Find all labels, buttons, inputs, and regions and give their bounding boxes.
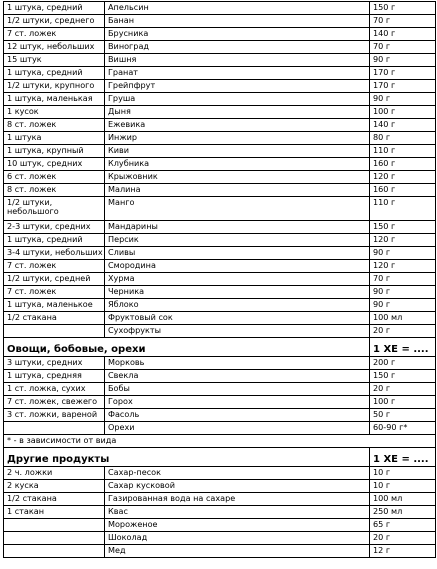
section-header-row — [4, 448, 436, 467]
weight-cell: 110 г — [370, 197, 436, 221]
product-cell: Мед — [105, 545, 370, 558]
product-cell: Яблоко — [105, 299, 370, 312]
product-cell: Апельсин — [105, 2, 370, 15]
portion-cell: 1 штука, средний — [4, 2, 105, 15]
table-row — [4, 383, 436, 396]
table-row — [4, 221, 436, 234]
section-xe-label: 1 ХЕ = .... — [370, 338, 436, 357]
product-cell: Фруктовый сок — [105, 312, 370, 325]
portion-cell: 3 ст. ложки, вареной — [4, 409, 105, 422]
portion-cell: 8 ст. ложек — [4, 184, 105, 197]
table-row — [4, 519, 436, 532]
weight-cell: 70 г — [370, 15, 436, 28]
portion-cell: 1 штука, крупный — [4, 145, 105, 158]
portion-cell: 12 штук, небольших — [4, 41, 105, 54]
section-title: Другие продукты — [4, 448, 370, 467]
table-row — [4, 357, 436, 370]
product-cell: Смородина — [105, 260, 370, 273]
table-row — [4, 119, 436, 132]
product-cell: Грейпфрут — [105, 80, 370, 93]
table-row — [4, 132, 436, 145]
product-cell: Манго — [105, 197, 370, 221]
portion-cell: 7 ст. ложек — [4, 260, 105, 273]
portion-cell: 7 ст. ложек, свежего — [4, 396, 105, 409]
weight-cell: 170 г — [370, 67, 436, 80]
product-cell: Сахар кусковой — [105, 480, 370, 493]
product-cell: Брусника — [105, 28, 370, 41]
portion-cell: 1 ст. ложка, сухих — [4, 383, 105, 396]
vegetables-section — [4, 357, 436, 435]
portion-cell: 2-3 штуки, средних — [4, 221, 105, 234]
portion-cell: 1/2 стакана — [4, 312, 105, 325]
portion-cell: 1 стакан — [4, 506, 105, 519]
weight-cell: 150 г — [370, 221, 436, 234]
weight-cell: 120 г — [370, 260, 436, 273]
table-row — [4, 409, 436, 422]
portion-cell — [4, 325, 105, 338]
table-row — [4, 158, 436, 171]
portion-cell: 10 штук, средних — [4, 158, 105, 171]
product-cell: Ежевика — [105, 119, 370, 132]
weight-cell: 20 г — [370, 532, 436, 545]
section-title: Овощи, бобовые, орехи — [4, 338, 370, 357]
product-cell: Гранат — [105, 67, 370, 80]
portion-cell: 7 ст. ложек — [4, 286, 105, 299]
portion-cell: 1 кусок — [4, 106, 105, 119]
xe-table-sheet — [3, 1, 435, 558]
weight-cell: 20 г — [370, 325, 436, 338]
footnote-section — [4, 435, 436, 448]
portion-cell: 2 ч. ложки — [4, 467, 105, 480]
weight-cell: 90 г — [370, 286, 436, 299]
table-row — [4, 171, 436, 184]
weight-cell: 80 г — [370, 132, 436, 145]
portion-cell: 7 ст. ложек — [4, 28, 105, 41]
weight-cell: 140 г — [370, 119, 436, 132]
product-cell: Вишня — [105, 54, 370, 67]
product-cell: Свекла — [105, 370, 370, 383]
portion-cell: 1/2 штуки, крупного — [4, 80, 105, 93]
product-cell: Хурма — [105, 273, 370, 286]
weight-cell: 160 г — [370, 158, 436, 171]
weight-cell: 65 г — [370, 519, 436, 532]
weight-cell: 90 г — [370, 93, 436, 106]
portion-cell: 3-4 штуки, небольших — [4, 247, 105, 260]
portion-cell: 1 штука, средний — [4, 67, 105, 80]
table-row — [4, 545, 436, 558]
table-row — [4, 67, 436, 80]
product-cell: Сухофрукты — [105, 325, 370, 338]
weight-cell: 100 г — [370, 106, 436, 119]
table-row — [4, 80, 436, 93]
product-cell: Морковь — [105, 357, 370, 370]
table-row — [4, 41, 436, 54]
weight-cell: 100 мл — [370, 312, 436, 325]
weight-cell: 100 мл — [370, 493, 436, 506]
product-cell: Шоколад — [105, 532, 370, 545]
table-row — [4, 532, 436, 545]
weight-cell: 50 г — [370, 409, 436, 422]
portion-cell: 6 ст. ложек — [4, 171, 105, 184]
portion-cell: 1 штука, средняя — [4, 370, 105, 383]
portion-cell — [4, 422, 105, 435]
portion-cell: 3 штуки, средних — [4, 357, 105, 370]
weight-cell: 140 г — [370, 28, 436, 41]
section-xe-label: 1 ХЕ = .... — [370, 448, 436, 467]
portion-cell: 1/2 стакана — [4, 493, 105, 506]
portion-cell: 1 штука, маленькая — [4, 93, 105, 106]
portion-cell: 2 куска — [4, 480, 105, 493]
portion-cell — [4, 532, 105, 545]
weight-cell: 70 г — [370, 41, 436, 54]
weight-cell: 160 г — [370, 184, 436, 197]
vegetables-header-section — [4, 338, 436, 357]
table-row — [4, 467, 436, 480]
table-row — [4, 286, 436, 299]
product-cell: Бобы — [105, 383, 370, 396]
weight-cell: 60-90 г* — [370, 422, 436, 435]
table-row — [4, 396, 436, 409]
table-row — [4, 234, 436, 247]
weight-cell: 250 мл — [370, 506, 436, 519]
weight-cell: 150 г — [370, 2, 436, 15]
product-cell: Фасоль — [105, 409, 370, 422]
weight-cell: 100 г — [370, 396, 436, 409]
table-row — [4, 325, 436, 338]
product-cell: Газированная вода на сахаре — [105, 493, 370, 506]
portion-cell — [4, 545, 105, 558]
weight-cell: 170 г — [370, 80, 436, 93]
product-cell: Персик — [105, 234, 370, 247]
bread-units-table — [3, 1, 436, 558]
table-row — [4, 493, 436, 506]
product-cell: Мороженое — [105, 519, 370, 532]
product-cell: Мандарины — [105, 221, 370, 234]
fruits-section — [4, 2, 436, 338]
product-cell: Черника — [105, 286, 370, 299]
table-row — [4, 273, 436, 286]
table-row — [4, 506, 436, 519]
table-row — [4, 260, 436, 273]
table-row — [4, 480, 436, 493]
weight-cell: 120 г — [370, 234, 436, 247]
footnote-row — [4, 435, 436, 448]
weight-cell: 90 г — [370, 247, 436, 260]
table-row — [4, 15, 436, 28]
product-cell: Крыжовник — [105, 171, 370, 184]
product-cell: Орехи — [105, 422, 370, 435]
table-row — [4, 145, 436, 158]
footnote-text: * - в зависимости от вида — [4, 435, 436, 448]
product-cell: Инжир — [105, 132, 370, 145]
portion-cell: 1/2 штуки, среднего — [4, 15, 105, 28]
product-cell: Квас — [105, 506, 370, 519]
product-cell: Киви — [105, 145, 370, 158]
table-row — [4, 184, 436, 197]
table-row — [4, 54, 436, 67]
weight-cell: 20 г — [370, 383, 436, 396]
product-cell: Сахар-песок — [105, 467, 370, 480]
portion-cell: 1 штука — [4, 132, 105, 145]
table-row — [4, 197, 436, 221]
table-row — [4, 422, 436, 435]
product-cell: Дыня — [105, 106, 370, 119]
table-row — [4, 93, 436, 106]
product-cell: Сливы — [105, 247, 370, 260]
product-cell: Клубника — [105, 158, 370, 171]
weight-cell: 200 г — [370, 357, 436, 370]
product-cell: Банан — [105, 15, 370, 28]
table-row — [4, 28, 436, 41]
weight-cell: 12 г — [370, 545, 436, 558]
portion-cell: 1 штука, маленькое — [4, 299, 105, 312]
weight-cell: 90 г — [370, 299, 436, 312]
weight-cell: 150 г — [370, 370, 436, 383]
portion-cell: 8 ст. ложек — [4, 119, 105, 132]
table-row — [4, 370, 436, 383]
weight-cell: 70 г — [370, 273, 436, 286]
weight-cell: 10 г — [370, 480, 436, 493]
product-cell: Груша — [105, 93, 370, 106]
weight-cell: 120 г — [370, 171, 436, 184]
table-row — [4, 312, 436, 325]
table-row — [4, 247, 436, 260]
other-products-section — [4, 467, 436, 558]
other-header-section — [4, 448, 436, 467]
weight-cell: 10 г — [370, 467, 436, 480]
table-row — [4, 2, 436, 15]
table-row — [4, 299, 436, 312]
weight-cell: 90 г — [370, 54, 436, 67]
product-cell: Малина — [105, 184, 370, 197]
portion-cell: 1 штука, средний — [4, 234, 105, 247]
weight-cell: 110 г — [370, 145, 436, 158]
portion-cell: 15 штук — [4, 54, 105, 67]
section-header-row — [4, 338, 436, 357]
product-cell: Горох — [105, 396, 370, 409]
portion-cell: 1/2 штуки, небольшого — [4, 197, 105, 221]
table-row — [4, 106, 436, 119]
portion-cell — [4, 519, 105, 532]
product-cell: Виноград — [105, 41, 370, 54]
portion-cell: 1/2 штуки, средней — [4, 273, 105, 286]
